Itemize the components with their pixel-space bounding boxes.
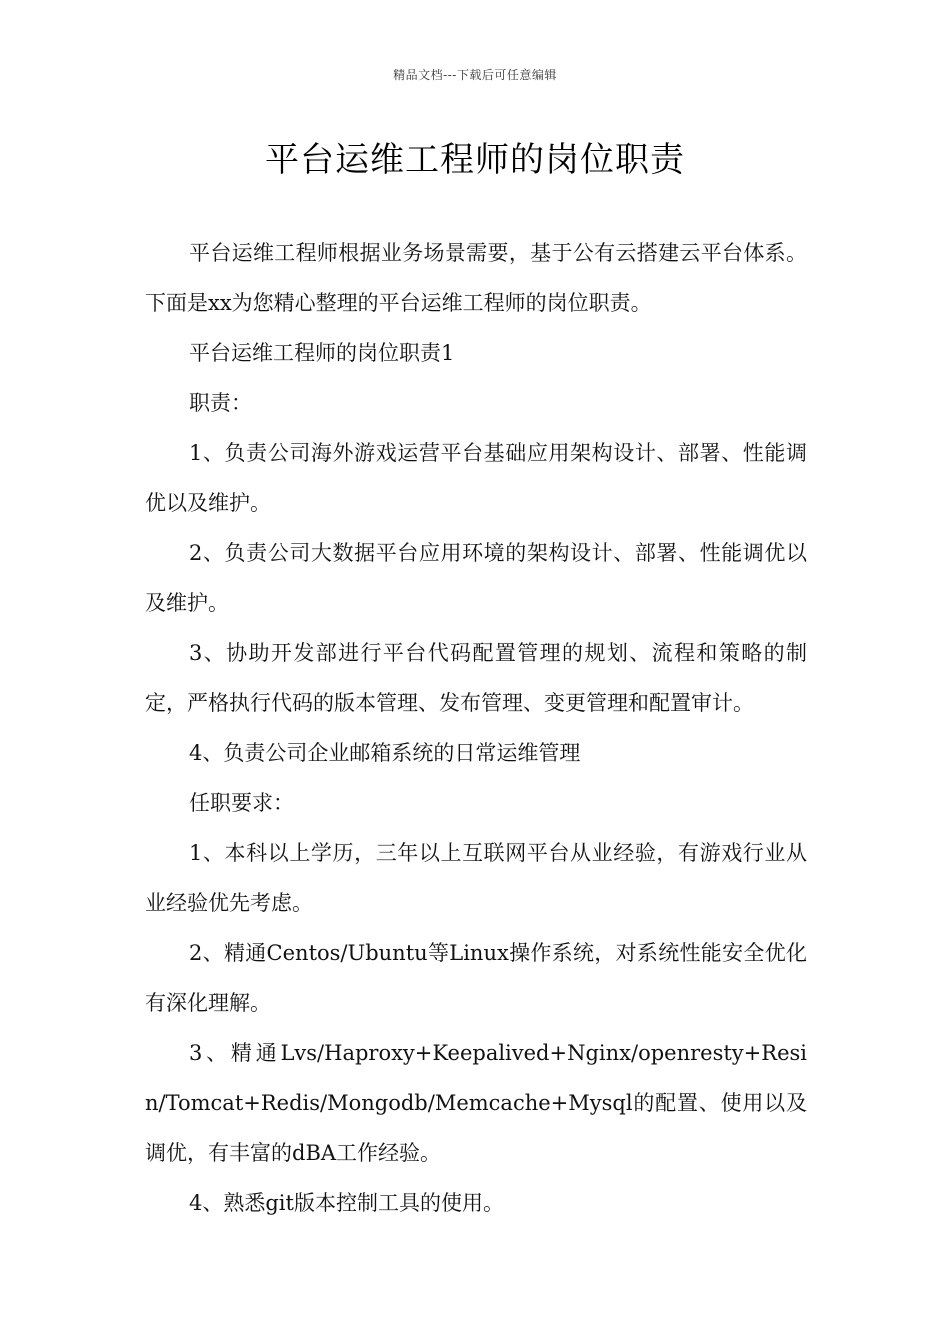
intro-paragraph: 平台运维工程师根据业务场景需要，基于公有云搭建云平台体系。下面是xx为您精心整理的平台运维工程师的岗位职责。 (145, 241, 807, 315)
requirement-item: 1、本科以上学历，三年以上互联网平台从业经验，有游戏行业从业经验优先考虑。 (145, 841, 807, 915)
requirements-label: 任职要求： (189, 791, 294, 815)
duty-item: 4、负责公司企业邮箱系统的日常运维管理 (189, 741, 581, 765)
duties-label: 职责： (189, 391, 252, 415)
requirement-item: 4、熟悉git版本控制工具的使用。 (189, 1191, 504, 1215)
document-body (145, 228, 807, 1228)
duty-item: 3、协助开发部进行平台代码配置管理的规划、流程和策略的制定，严格执行代码的版本管理、发布管理、变更管理和配置审计。 (145, 641, 807, 715)
document-title: 平台运维工程师的岗位职责 (265, 140, 685, 180)
duty-item: 1、负责公司海外游戏运营平台基础应用架构设计、部署、性能调优以及维护。 (145, 441, 807, 515)
section-heading: 平台运维工程师的岗位职责1 (189, 341, 455, 365)
requirement-item: 2、精通Centos/Ubuntu等Linux操作系统，对系统性能安全优化有深化理解。 (145, 941, 807, 1015)
duty-item: 2、负责公司大数据平台应用环境的架构设计、部署、性能调优以及维护。 (145, 541, 807, 615)
page-header: 精品文档---下载后可任意编辑 (393, 68, 557, 82)
requirement-item: 3、精通Lvs/Haproxy+Keepalived+Nginx/openresty+Resin/Tomcat+Redis/Mongodb/Memcache+Mysql的配置、使用以及调优，有丰富的dBA工作经验。 (145, 1041, 807, 1165)
